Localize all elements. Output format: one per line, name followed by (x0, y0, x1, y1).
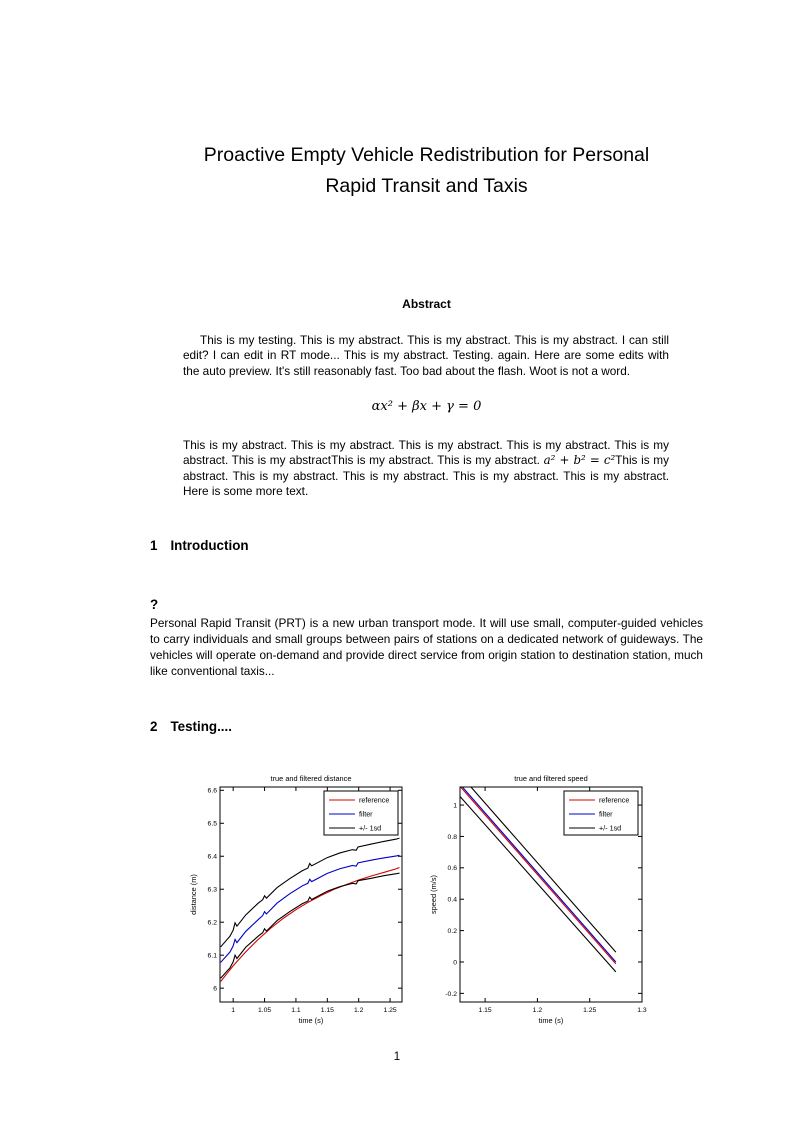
section-title: Testing.... (170, 719, 232, 734)
section-heading-introduction (150, 538, 249, 553)
series-plus-1sd (221, 838, 400, 947)
inline-formula: a² + b² = c² (543, 453, 616, 468)
question-mark-paragraph: ? (150, 597, 159, 613)
abstract-heading: Abstract (402, 297, 451, 311)
introduction-paragraph: Personal Rapid Transit (PRT) is a new urban transport mode. It will use small, computer-guided vehicles to carry individuals and small groups between pairs of stations on a dedicated network of guideways. The vehicles will operate on-demand and provide direct service from origin station to destination station, much like conventional taxis... (150, 616, 703, 678)
series-minus-1sd (221, 873, 400, 978)
x-tick-label: 1.2 (353, 1007, 364, 1014)
legend-label: reference (599, 795, 630, 805)
chart-title: true and filtered distance (270, 774, 352, 783)
y-tick-label: 1 (453, 802, 457, 810)
speed-figure (428, 771, 648, 1029)
legend-label: reference (359, 795, 390, 805)
page-number: 1 (393, 1051, 401, 1063)
section-heading-testing (150, 719, 232, 734)
paper-title-line1: Proactive Empty Vehicle Redistribution for Personal (203, 144, 650, 166)
y-tick-label: 6.3 (207, 886, 217, 894)
series-reference (221, 867, 400, 981)
section-title: Introduction (170, 538, 249, 553)
abstract-paragraph-2-text: This is my abstract. This is my abstract. This is my abstract. This is my abstract. This is my abstract. This is my abstractThis is my abstract. This is my abstract. (183, 438, 669, 468)
section-number: 1 (150, 538, 158, 553)
legend-label: +/- 1sd (359, 823, 382, 833)
paper-title (120, 140, 733, 202)
abstract-paragraph-2 (183, 438, 669, 500)
chart-title: true and filtered speed (514, 774, 588, 783)
y-tick-label: 0.6 (447, 865, 457, 873)
abstract-paragraph-2-text: This is my abstract. This is my abstract. This is my abstract. This is my abstract. This is my abstract. Here is some more text. (183, 453, 669, 499)
legend-label: +/- 1sd (599, 823, 622, 833)
x-tick-label: 1.25 (383, 1007, 397, 1014)
section-number: 2 (150, 719, 158, 734)
x-tick-label: 1 (231, 1007, 236, 1014)
paper-title-line2: Rapid Transit and Taxis (325, 175, 528, 197)
y-axis-label: distance (m) (189, 874, 198, 915)
x-tick-label: 1.25 (583, 1007, 597, 1014)
y-tick-label: 6 (213, 985, 217, 993)
y-tick-label: 6.4 (207, 853, 217, 861)
y-tick-label: 0.2 (447, 927, 457, 935)
y-axis-label: speed (m/s) (429, 874, 438, 915)
distance-chart (188, 771, 408, 1029)
y-tick-label: -0.2 (445, 990, 457, 998)
x-tick-label: 1.15 (478, 1007, 492, 1014)
legend-label: filter (599, 809, 613, 819)
y-tick-label: 6.6 (207, 787, 217, 795)
y-tick-label: 0.4 (447, 896, 457, 904)
legend-label: filter (359, 809, 373, 819)
y-tick-label: 6.5 (207, 820, 217, 828)
x-tick-label: 1.05 (257, 1007, 272, 1014)
y-tick-label: 6.1 (207, 952, 217, 960)
x-tick-label: 1.1 (291, 1007, 301, 1014)
abstract-paragraph-1: This is my testing. This is my abstract. This is my abstract. This is my abstract. I can still edit? I can edit in RT mode... This is my abstract. Testing. again. Here are some edits with the auto preview. It's still reasonably fast. Too bad about the flash. Woot is not a word. (183, 333, 669, 378)
y-tick-label: 0 (453, 959, 457, 967)
x-tick-label: 1.2 (532, 1007, 543, 1014)
y-tick-label: 0.8 (447, 833, 457, 841)
x-axis-label: time (s) (298, 1016, 324, 1025)
distance-figure (188, 771, 408, 1029)
speed-chart (428, 771, 648, 1029)
y-tick-label: 6.2 (207, 919, 217, 927)
x-axis-label: time (s) (538, 1016, 564, 1025)
x-tick-label: 1.15 (320, 1007, 334, 1014)
display-formula: αx² + βx + γ = 0 (371, 399, 482, 414)
x-tick-label: 1.3 (637, 1007, 647, 1014)
